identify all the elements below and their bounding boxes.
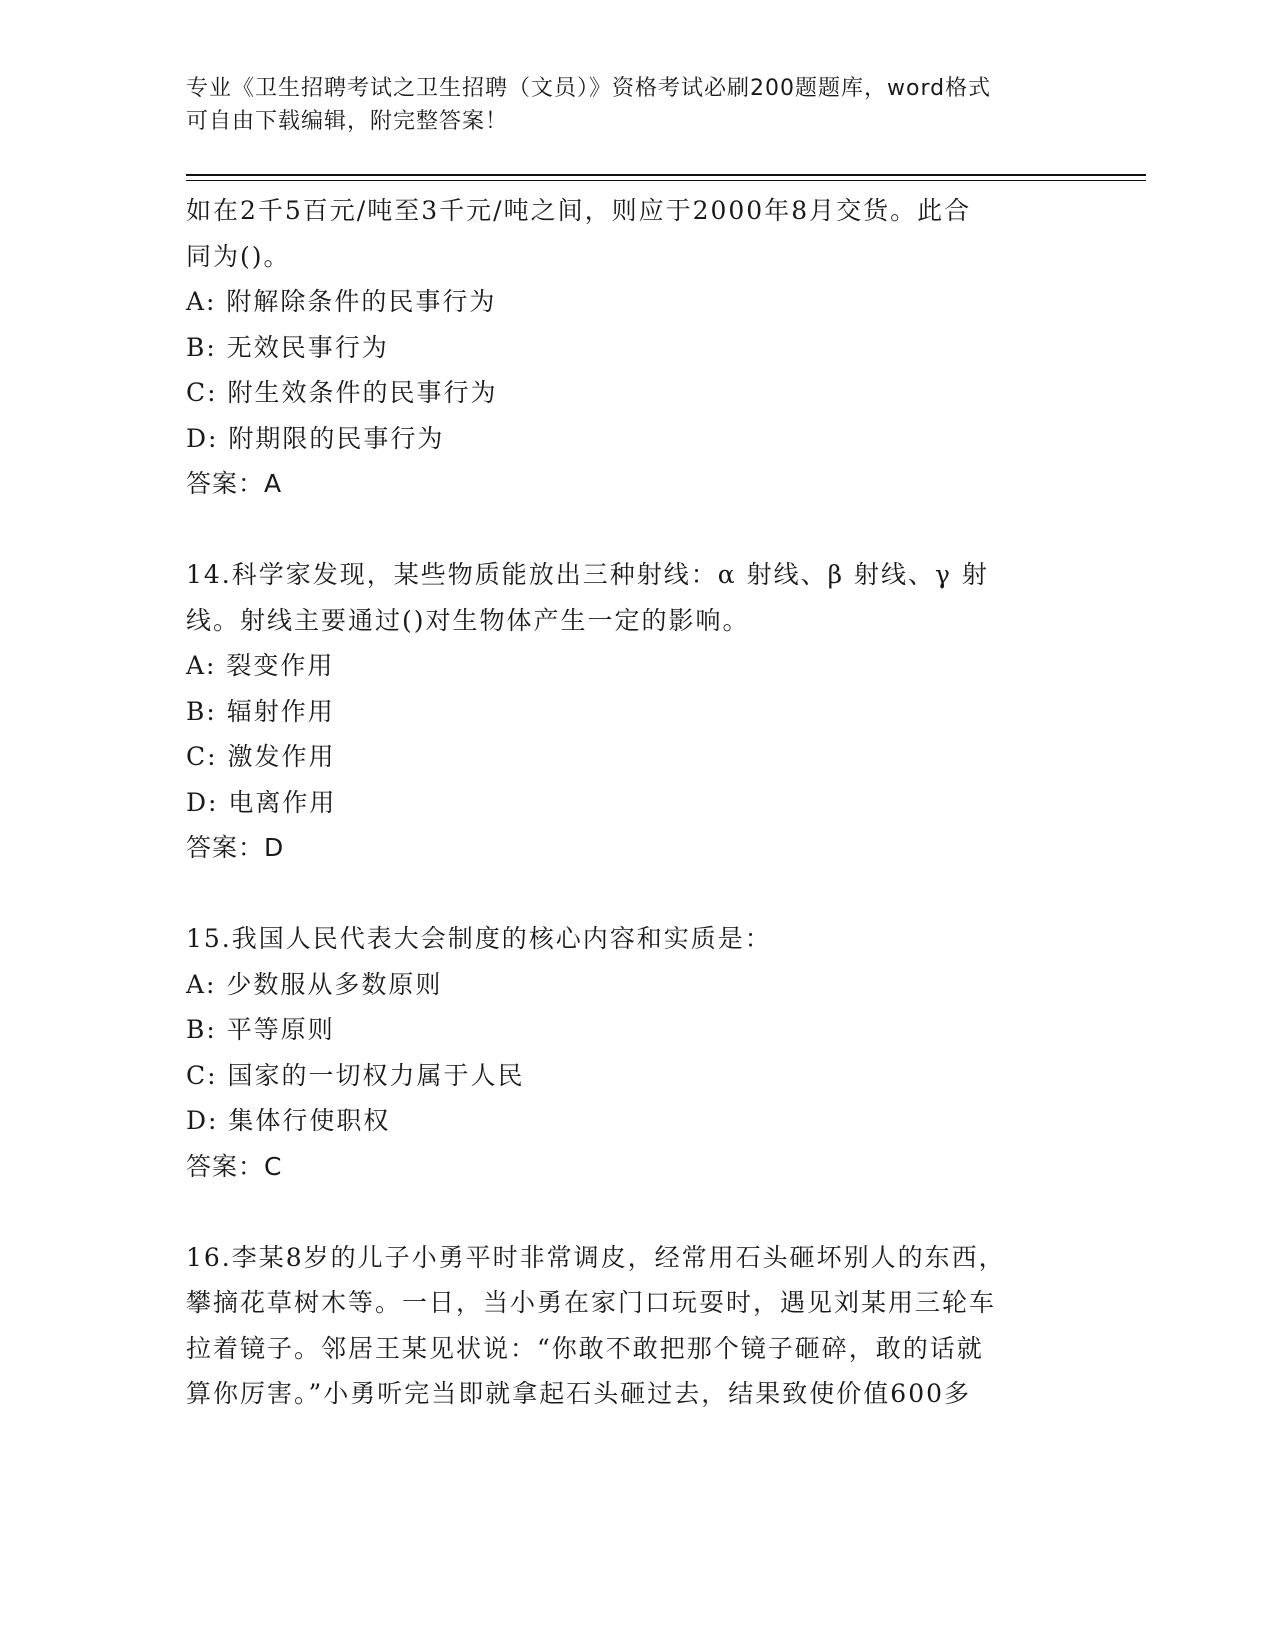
- question-15-option-c: C: 国家的一切权力属于人民: [186, 1060, 525, 1090]
- question-spacer: [186, 507, 1066, 553]
- question-15: [186, 916, 1066, 1189]
- question-14-option-c: C: 激发作用: [186, 742, 336, 771]
- question-15-answer: 答案：C: [186, 1151, 283, 1181]
- question-list: [186, 188, 1066, 1417]
- question-13-answer: 答案：A: [186, 469, 283, 498]
- question-16-text-line-3: 拉着镜子。邻居王某见状说：“你敢不敢把那个镜子砸碎，敢的话就: [186, 1333, 984, 1363]
- header-divider-thick: [186, 174, 1146, 176]
- question-13-text-line-2: 同为()。: [186, 241, 291, 271]
- question-16-text-line-2: 攀摘花草树木等。一日，当小勇在家门口玩耍时，遇见刘某用三轮车: [186, 1288, 997, 1317]
- question-16-text-line-4: 算你厉害。”小勇听完当即就拿起石头砸过去，结果致使价值600多: [186, 1379, 972, 1408]
- question-14-option-d: D: 电离作用: [186, 787, 337, 817]
- question-16-text-line-1: 16.李某8岁的儿子小勇平时非常调皮，经常用石头砸坏别人的东西，: [186, 1242, 1006, 1272]
- header-title-line-2: 可自由下载编辑，附完整答案！: [186, 109, 509, 134]
- question-14-text-line-2: 线。射线主要通过()对生物体产生一定的影响。: [186, 605, 750, 635]
- question-15-option-a: A: 少数服从多数原则: [186, 969, 443, 999]
- question-14-text-line-1: 14.科学家发现，某些物质能放出三种射线：α 射线、β 射线、γ 射: [186, 560, 989, 589]
- question-15-text-line-1: 15.我国人民代表大会制度的核心内容和实质是：: [186, 924, 772, 953]
- question-14-option-a: A: 裂变作用: [186, 651, 335, 680]
- question-14-answer: 答案：D: [186, 833, 285, 862]
- question-13-option-c: C: 附生效条件的民事行为: [186, 378, 498, 407]
- question-spacer: [186, 1189, 1066, 1235]
- question-14: [186, 552, 1066, 871]
- question-14-option-b: B: 辐射作用: [186, 696, 335, 726]
- question-13-option-b: B: 无效民事行为: [186, 332, 389, 362]
- question-13: [186, 188, 1066, 507]
- document-header: [186, 72, 1086, 138]
- question-13-option-d: D: 附期限的民事行为: [186, 423, 445, 453]
- question-13-text-line-1: 如在2千5百元/吨至3千元/吨之间，则应于2000年8月交货。此合: [186, 196, 972, 225]
- question-15-option-b: B: 平等原则: [186, 1015, 335, 1044]
- question-16: [186, 1235, 1066, 1417]
- header-divider-thin: [186, 180, 1146, 181]
- header-title-line-1: 专业《卫生招聘考试之卫生招聘（文员）》资格考试必刷200题题库，word格式: [186, 76, 992, 101]
- question-15-option-d: D: 集体行使职权: [186, 1106, 391, 1135]
- question-13-option-a: A: 附解除条件的民事行为: [186, 287, 497, 316]
- question-spacer: [186, 871, 1066, 917]
